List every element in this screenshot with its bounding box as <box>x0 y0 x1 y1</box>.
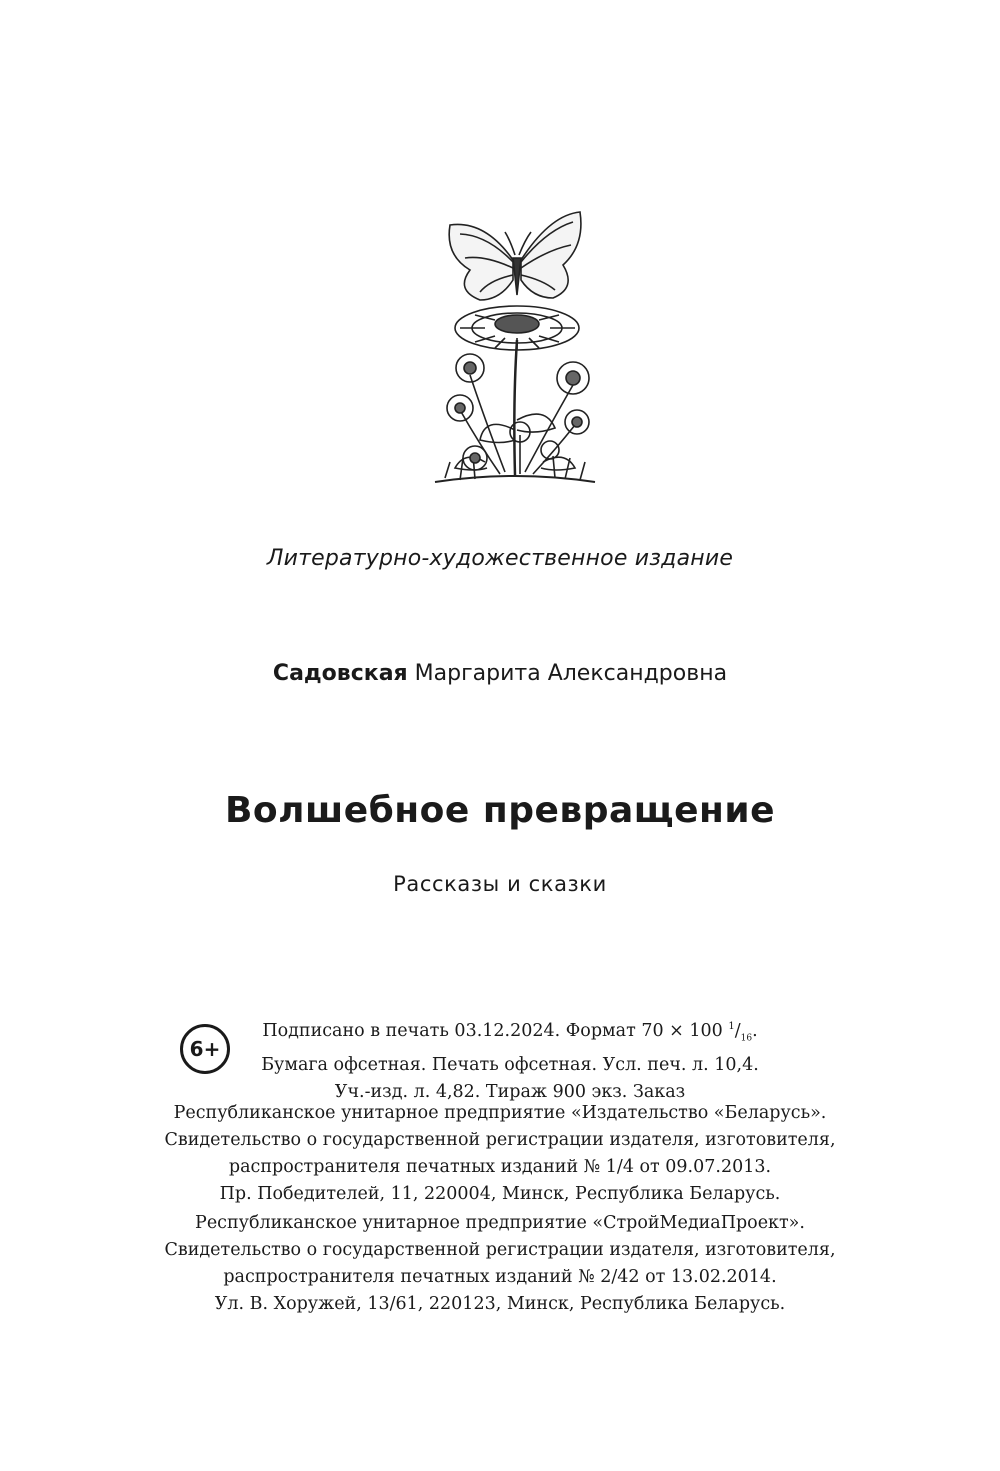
print-info-line1: Подписано в печать 03.12.2024. Формат 70 × 100 <box>262 1020 723 1041</box>
author-name <box>0 661 1000 686</box>
format-fraction: $^1/_{16}$ <box>728 1020 753 1044</box>
butterfly-flowers-illustration <box>425 200 605 500</box>
author-surname: Садовская <box>272 661 408 686</box>
publisher-line3: распространителя печатных изданий № 1/4 от 09.07.2013. <box>228 1157 772 1177</box>
format-denominator: 16 <box>740 1033 753 1044</box>
print-info-line2: Бумага офсетная. Печать офсетная. Усл. печ. л. 10,4. <box>261 1055 759 1076</box>
publisher-line2: Свидетельство о государственной регистрации издателя, изготовителя, <box>164 1130 836 1150</box>
printer-line4: Ул. В. Хоружей, 13/61, 220123, Минск, Республика Беларусь. <box>214 1294 786 1314</box>
publisher-line4: Пр. Победителей, 11, 220004, Минск, Республика Беларусь. <box>219 1184 781 1204</box>
author-given-names: Маргарита Александровна <box>414 661 728 686</box>
age-rating-badge: 6+ <box>180 1024 230 1074</box>
book-subtitle: Рассказы и сказки <box>393 872 607 896</box>
print-info <box>10 1013 1000 1106</box>
print-info-line3: Уч.-изд. л. 4,82. Тираж 900 экз. Заказ <box>334 1082 686 1103</box>
printer-line1: Республиканское унитарное предприятие «СтройМедиаПроект». <box>195 1213 805 1233</box>
genre-label: Литературно-художественное издание <box>266 546 734 571</box>
printer-info <box>0 1210 1000 1318</box>
print-info-line: Подписано в печать 03.12.2024. Формат 70 × 100 $^1/_{16}$. <box>262 1020 758 1044</box>
printer-line2: Свидетельство о государственной регистрации издателя, изготовителя, <box>164 1240 836 1260</box>
printer-line3: распространителя печатных изданий № 2/42 от 13.02.2014. <box>223 1267 777 1287</box>
publisher-info <box>0 1100 1000 1208</box>
publisher-line1: Республиканское унитарное предприятие «Издательство «Беларусь». <box>173 1103 827 1123</box>
format-numerator: 1 <box>728 1021 735 1032</box>
book-title: Волшебное превращение <box>224 790 775 831</box>
